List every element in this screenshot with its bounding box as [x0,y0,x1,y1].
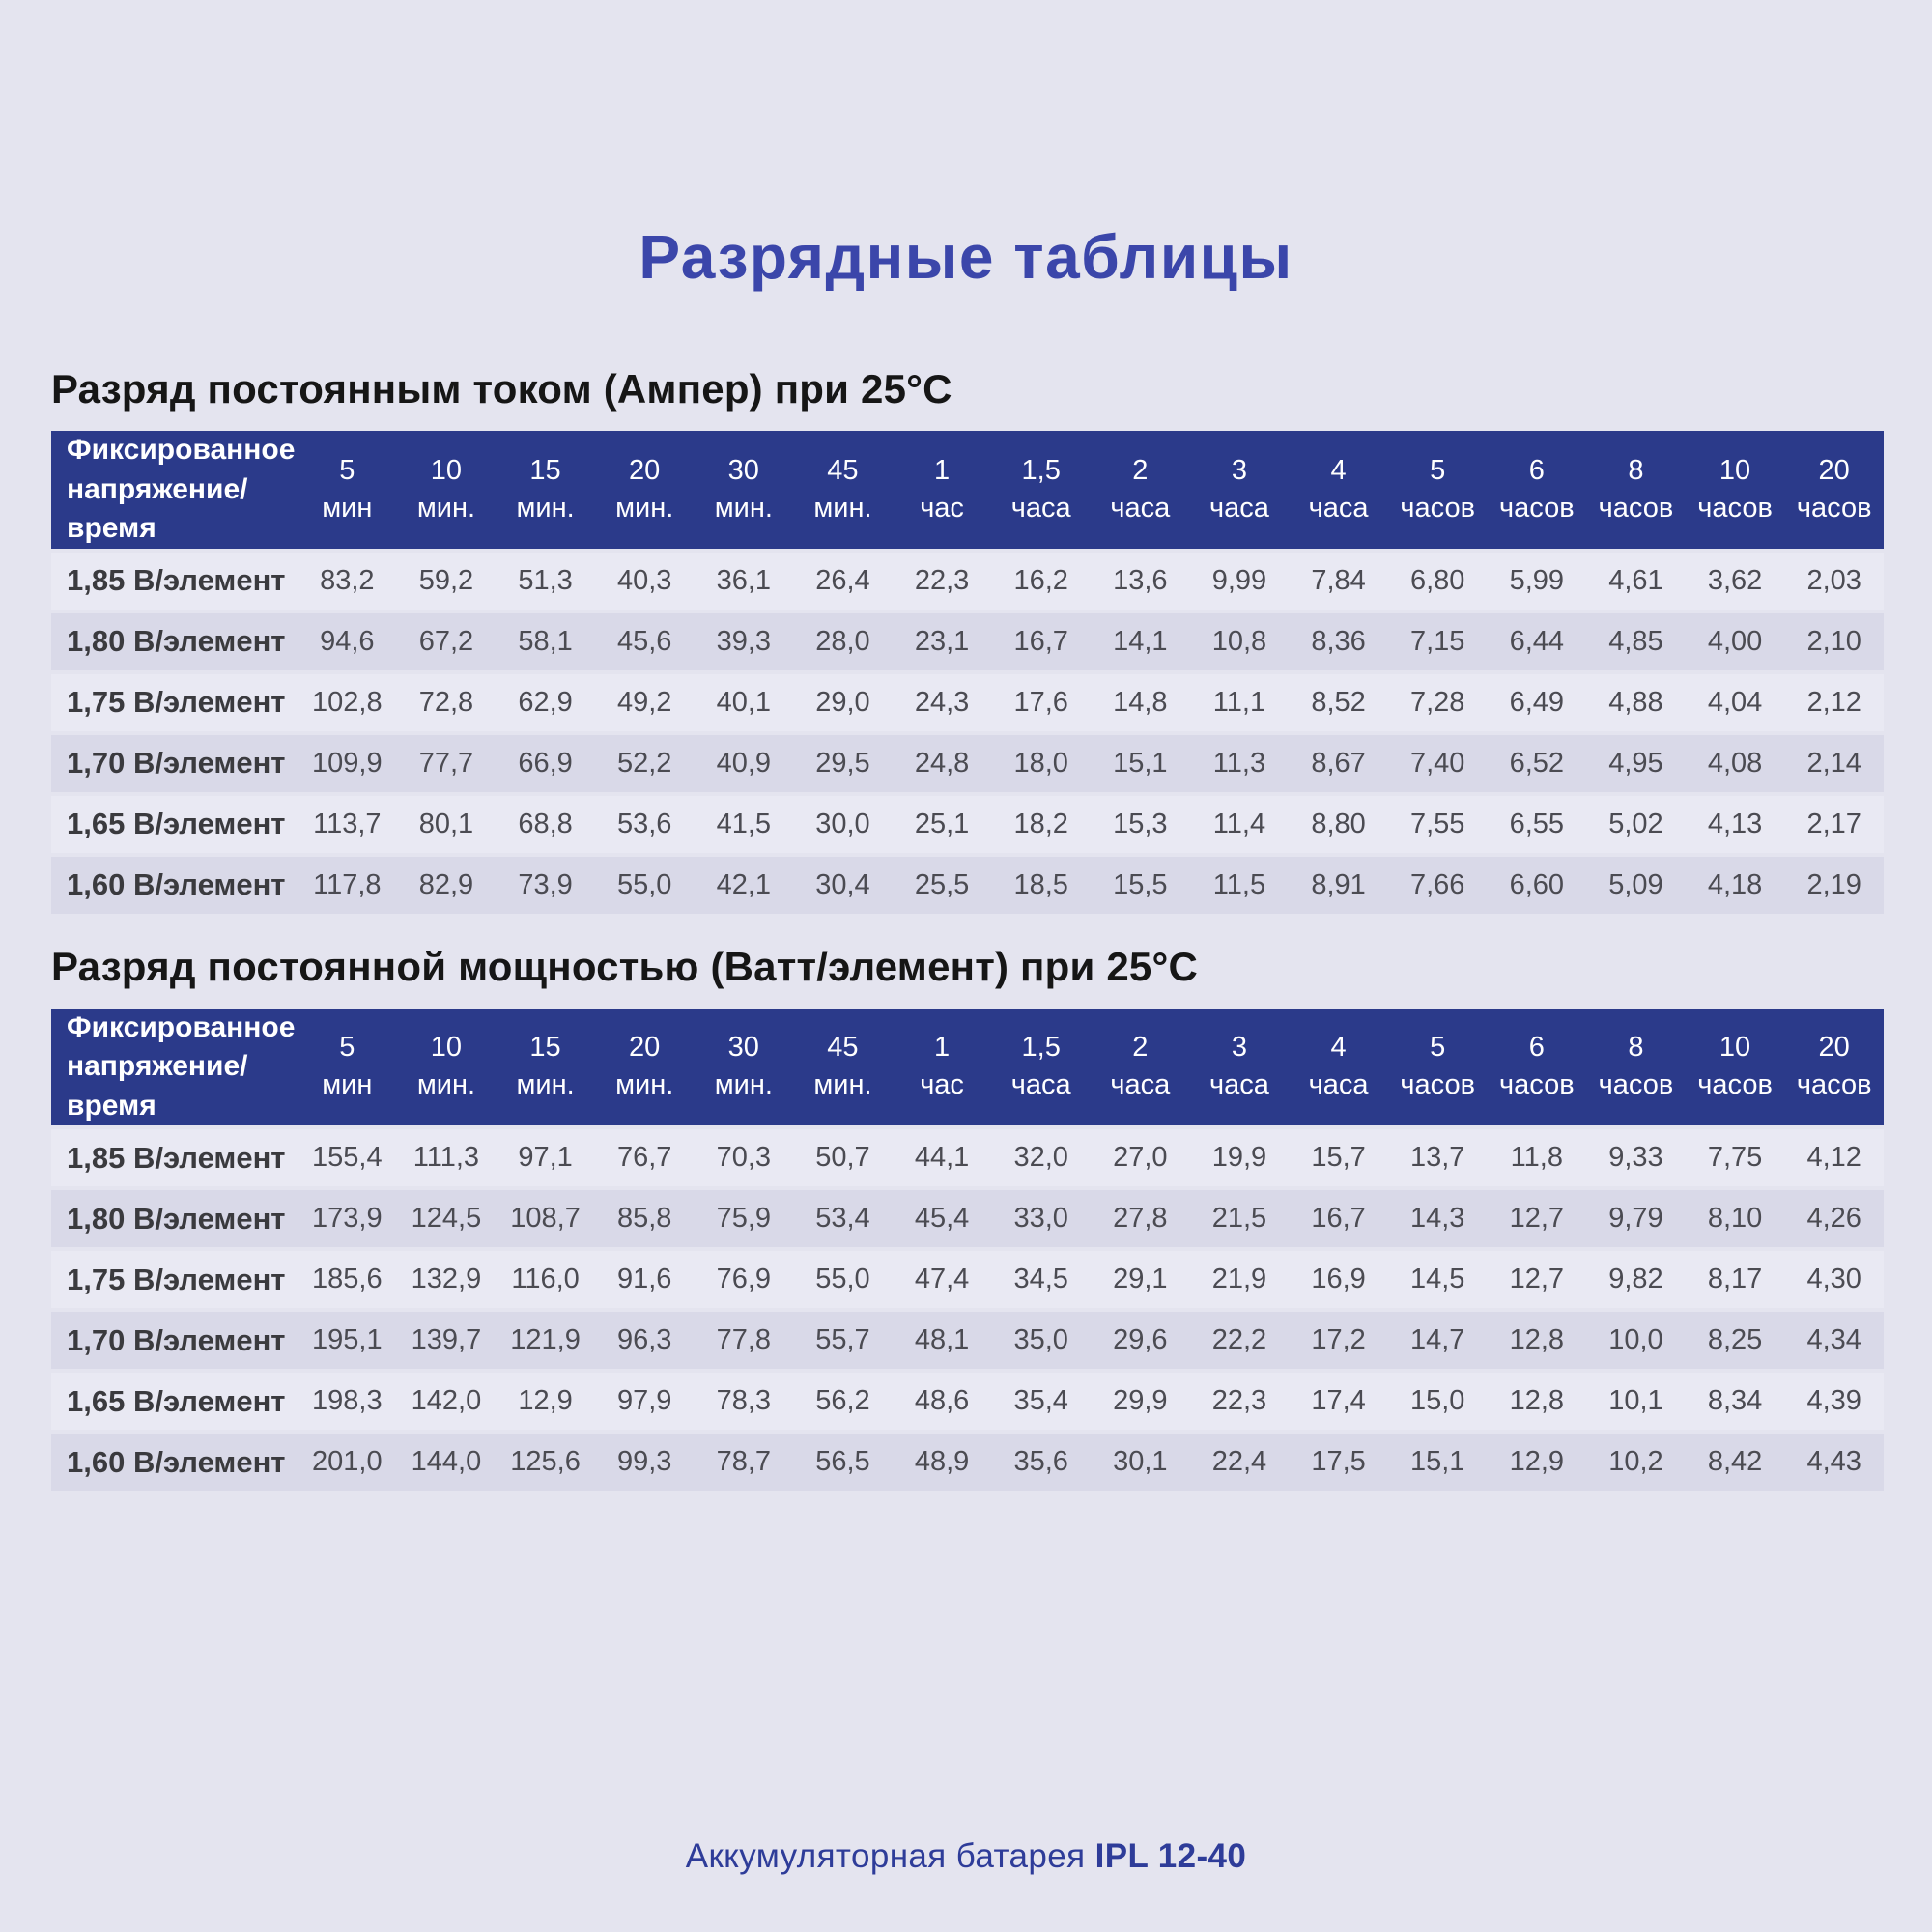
section-heading-constant-power: Разряд постоянной мощностью (Ватт/элемент) при 25°C [51,943,1198,989]
value-cell: 13,7 [1409,1142,1465,1173]
value-cell: 29,6 [1113,1324,1168,1355]
value-cell: 7,28 [1409,686,1465,718]
time-column-header: 3 часа [1190,1009,1290,1126]
value-cell: 24,8 [914,747,970,779]
value-cell: 16,2 [1013,564,1068,596]
value-cell: 2,03 [1806,564,1861,596]
time-column-header: 45 мин. [793,431,893,549]
value-cell: 5,09 [1608,868,1663,900]
value-cell: 39,3 [716,625,772,657]
time-column-header: 10 мин. [397,1009,497,1126]
value-cell: 4,18 [1707,868,1763,900]
value-cell: 30,1 [1113,1446,1168,1477]
value-cell: 16,7 [1013,625,1068,657]
time-column-header: 1,5 часа [991,431,1091,549]
value-cell: 11,4 [1212,808,1266,839]
value-cell: 45,4 [914,1203,970,1234]
value-cell: 40,3 [616,564,672,596]
table-body [51,553,1884,914]
value-cell: 9,99 [1211,564,1267,596]
value-cell: 25,5 [914,868,970,900]
time-column-header: 30 мин. [695,1009,794,1126]
value-cell: 72,8 [418,686,474,718]
value-cell: 14,5 [1409,1264,1465,1294]
time-column-header: 20 мин. [595,431,695,549]
value-cell: 6,60 [1509,868,1565,900]
section-constant-power [0,943,1932,1495]
value-cell: 13,6 [1113,564,1168,596]
value-cell: 73,9 [518,868,573,900]
time-column-header: 1,5 часа [991,1009,1091,1126]
value-cell: 14,3 [1409,1203,1465,1234]
value-cell: 15,1 [1409,1446,1465,1477]
voltage-row-label: 1,70 В/элемент [67,1322,286,1357]
value-cell: 48,6 [914,1385,970,1416]
value-cell: 7,55 [1409,808,1465,839]
value-cell: 66,9 [518,747,573,779]
value-cell: 55,0 [815,1264,870,1294]
value-cell: 8,91 [1311,868,1366,900]
value-cell: 6,80 [1409,564,1465,596]
constant-current-table [51,427,1884,918]
value-cell: 4,88 [1608,686,1663,718]
value-cell: 53,6 [616,808,672,839]
voltage-row-label: 1,75 В/элемент [67,1262,286,1296]
table-row [51,857,1884,914]
value-cell: 18,0 [1013,747,1068,779]
table-row [51,796,1884,853]
value-cell: 4,34 [1806,1324,1861,1355]
value-cell: 17,4 [1311,1385,1366,1416]
value-cell: 8,25 [1707,1324,1763,1355]
value-cell: 8,67 [1311,747,1366,779]
value-cell: 35,0 [1013,1324,1068,1355]
value-cell: 96,3 [616,1324,672,1355]
time-column-header: 20 часов [1784,1009,1884,1126]
value-cell: 2,14 [1806,747,1861,779]
value-cell: 40,9 [716,747,772,779]
value-cell: 14,7 [1409,1324,1465,1355]
value-cell: 113,7 [313,808,382,839]
value-cell: 97,1 [518,1142,573,1173]
value-cell: 77,8 [716,1324,772,1355]
value-cell: 27,0 [1113,1142,1168,1173]
page-title: Разрядные таблицы [639,222,1293,292]
value-cell: 22,3 [1211,1385,1267,1416]
value-cell: 12,7 [1509,1264,1565,1294]
value-cell: 44,1 [914,1142,970,1173]
value-cell: 5,02 [1608,808,1663,839]
fixed-voltage-time-header: Фиксированное напряжение/время [51,1009,298,1126]
value-cell: 27,8 [1113,1203,1168,1234]
value-cell: 8,52 [1311,686,1366,718]
value-cell: 4,04 [1707,686,1763,718]
table-header-row [51,1009,1884,1126]
value-cell: 4,13 [1707,808,1763,839]
section-constant-current [0,366,1932,918]
value-cell: 11,1 [1212,686,1266,718]
value-cell: 195,1 [312,1324,383,1355]
value-cell: 76,9 [716,1264,772,1294]
value-cell: 144,0 [411,1446,482,1477]
table-row [51,553,1884,610]
value-cell: 29,5 [815,747,870,779]
value-cell: 97,9 [616,1385,672,1416]
table-row [51,1434,1884,1491]
value-cell: 23,1 [914,625,970,657]
value-cell: 21,5 [1211,1203,1267,1234]
value-cell: 17,5 [1311,1446,1366,1477]
time-column-header: 4 часа [1289,1009,1388,1126]
value-cell: 7,84 [1311,564,1366,596]
value-cell: 117,8 [313,868,382,900]
value-cell: 42,1 [716,868,772,900]
value-cell: 132,9 [411,1264,482,1294]
time-column-header: 1 час [893,1009,992,1126]
time-column-header: 2 часа [1091,431,1190,549]
value-cell: 109,9 [312,747,383,779]
value-cell: 3,62 [1707,564,1763,596]
value-cell: 16,9 [1311,1264,1366,1294]
value-cell: 40,1 [716,686,772,718]
value-cell: 121,9 [510,1324,581,1355]
table-row [51,1251,1884,1308]
value-cell: 116,0 [511,1264,580,1294]
value-cell: 76,7 [616,1142,672,1173]
time-column-header: 6 часов [1488,1009,1587,1126]
time-column-header: 5 часов [1388,1009,1488,1126]
value-cell: 45,6 [616,625,672,657]
value-cell: 19,9 [1211,1142,1267,1173]
value-cell: 34,5 [1013,1264,1068,1294]
section-heading-constant-current: Разряд постоянным током (Ампер) при 25°C [51,366,952,412]
value-cell: 30,4 [815,868,870,900]
value-cell: 15,3 [1113,808,1168,839]
value-cell: 91,6 [616,1264,672,1294]
value-cell: 12,8 [1509,1324,1565,1355]
value-cell: 75,9 [716,1203,772,1234]
value-cell: 53,4 [815,1203,870,1234]
value-cell: 8,42 [1707,1446,1763,1477]
footer-battery-model: IPL 12-40 [1094,1837,1247,1875]
value-cell: 80,1 [418,808,474,839]
value-cell: 7,15 [1409,625,1465,657]
value-cell: 10,2 [1608,1446,1663,1477]
value-cell: 6,44 [1509,625,1565,657]
value-cell: 102,8 [312,686,383,718]
value-cell: 10,0 [1608,1324,1663,1355]
value-cell: 56,2 [815,1385,870,1416]
value-cell: 78,7 [716,1446,772,1477]
value-cell: 28,0 [815,625,870,657]
time-column-header: 8 часов [1586,1009,1686,1126]
value-cell: 18,2 [1013,808,1068,839]
value-cell: 35,6 [1013,1446,1068,1477]
voltage-row-label: 1,60 В/элемент [67,867,286,901]
value-cell: 22,3 [914,564,970,596]
value-cell: 29,9 [1113,1385,1168,1416]
footer-battery-label: Аккумуляторная батарея [685,1837,1086,1875]
value-cell: 11,5 [1212,868,1266,900]
value-cell: 7,66 [1409,868,1465,900]
value-cell: 58,1 [518,625,573,657]
value-cell: 35,4 [1013,1385,1068,1416]
value-cell: 4,85 [1608,625,1663,657]
value-cell: 77,7 [418,747,474,779]
value-cell: 55,0 [616,868,672,900]
value-cell: 48,1 [914,1324,970,1355]
voltage-row-label: 1,85 В/элемент [67,1140,286,1175]
time-column-header: 20 мин. [595,1009,695,1126]
fixed-voltage-time-header: Фиксированное напряжение/время [51,431,298,549]
time-column-header: 5 мин [298,1009,397,1126]
value-cell: 4,00 [1707,625,1763,657]
value-cell: 15,5 [1113,868,1168,900]
value-cell: 82,9 [418,868,474,900]
voltage-row-label: 1,85 В/элемент [67,563,286,597]
value-cell: 59,2 [418,564,474,596]
value-cell: 15,1 [1113,747,1168,779]
voltage-row-label: 1,65 В/элемент [67,807,286,840]
time-column-header: 2 часа [1091,1009,1190,1126]
value-cell: 29,1 [1113,1264,1168,1294]
value-cell: 4,43 [1806,1446,1861,1477]
value-cell: 50,7 [815,1142,870,1173]
value-cell: 8,10 [1707,1203,1763,1234]
value-cell: 11,8 [1510,1142,1563,1173]
value-cell: 6,52 [1509,747,1565,779]
value-cell: 12,8 [1509,1385,1565,1416]
time-column-header: 30 мин. [695,431,794,549]
table-header-row [51,431,1884,549]
value-cell: 4,26 [1806,1203,1861,1234]
value-cell: 111,3 [412,1142,480,1173]
value-cell: 67,2 [418,625,474,657]
value-cell: 5,99 [1509,564,1565,596]
time-column-header: 4 часа [1289,431,1388,549]
value-cell: 33,0 [1013,1203,1068,1234]
value-cell: 2,19 [1806,868,1861,900]
value-cell: 41,5 [716,808,772,839]
table-row [51,1190,1884,1247]
value-cell: 14,1 [1113,625,1168,657]
time-column-header: 45 мин. [793,1009,893,1126]
table-row [51,1312,1884,1369]
value-cell: 2,12 [1806,686,1861,718]
value-cell: 10,1 [1608,1385,1663,1416]
value-cell: 9,79 [1608,1203,1663,1234]
value-cell: 8,17 [1707,1264,1763,1294]
value-cell: 94,6 [320,625,375,657]
value-cell: 36,1 [716,564,772,596]
value-cell: 15,7 [1311,1142,1366,1173]
value-cell: 70,3 [716,1142,772,1173]
time-column-header: 5 мин [298,431,397,549]
time-column-header: 8 часов [1586,431,1686,549]
value-cell: 99,3 [616,1446,672,1477]
table-row [51,613,1884,670]
voltage-row-label: 1,80 В/элемент [67,1201,286,1236]
value-cell: 68,8 [518,808,573,839]
value-cell: 10,8 [1211,625,1267,657]
value-cell: 78,3 [716,1385,772,1416]
time-column-header: 15 мин. [496,1009,595,1126]
value-cell: 9,82 [1608,1264,1663,1294]
time-column-header: 20 часов [1784,431,1884,549]
value-cell: 48,9 [914,1446,970,1477]
time-column-header: 1 час [893,431,992,549]
value-cell: 26,4 [815,564,870,596]
page-footer [0,1837,1932,1876]
time-column-header: 3 часа [1190,431,1290,549]
value-cell: 62,9 [518,686,573,718]
value-cell: 85,8 [616,1203,672,1234]
value-cell: 32,0 [1013,1142,1068,1173]
value-cell: 185,6 [312,1264,383,1294]
value-cell: 11,3 [1212,747,1266,779]
value-cell: 201,0 [312,1446,383,1477]
value-cell: 30,0 [815,808,870,839]
table-row [51,1129,1884,1186]
value-cell: 2,10 [1806,625,1861,657]
value-cell: 7,75 [1707,1142,1763,1173]
value-cell: 9,33 [1608,1142,1663,1173]
value-cell: 124,5 [411,1203,482,1234]
voltage-row-label: 1,65 В/элемент [67,1383,286,1418]
value-cell: 24,3 [914,686,970,718]
constant-power-table [51,1005,1884,1495]
value-cell: 83,2 [320,564,375,596]
voltage-row-label: 1,70 В/элемент [67,746,286,780]
value-cell: 49,2 [616,686,672,718]
value-cell: 18,5 [1013,868,1068,900]
value-cell: 17,6 [1013,686,1068,718]
time-column-header: 15 мин. [496,431,595,549]
value-cell: 6,49 [1509,686,1565,718]
value-cell: 52,2 [616,747,672,779]
value-cell: 55,7 [815,1324,870,1355]
value-cell: 22,2 [1211,1324,1267,1355]
value-cell: 15,0 [1409,1385,1465,1416]
time-column-header: 10 часов [1686,1009,1785,1126]
value-cell: 6,55 [1509,808,1565,839]
value-cell: 173,9 [312,1203,383,1234]
value-cell: 29,0 [815,686,870,718]
value-cell: 8,36 [1311,625,1366,657]
value-cell: 47,4 [914,1264,970,1294]
value-cell: 125,6 [510,1446,581,1477]
value-cell: 2,17 [1806,808,1861,839]
table-body [51,1129,1884,1491]
value-cell: 12,9 [518,1385,573,1416]
voltage-row-label: 1,80 В/элемент [67,624,286,658]
value-cell: 155,4 [312,1142,383,1173]
value-cell: 108,7 [510,1203,581,1234]
value-cell: 4,39 [1806,1385,1861,1416]
table-row [51,674,1884,731]
value-cell: 17,2 [1311,1324,1366,1355]
value-cell: 12,7 [1509,1203,1565,1234]
voltage-row-label: 1,75 В/элемент [67,685,286,719]
value-cell: 22,4 [1211,1446,1267,1477]
value-cell: 8,80 [1311,808,1366,839]
value-cell: 25,1 [914,808,970,839]
value-cell: 139,7 [411,1324,482,1355]
value-cell: 16,7 [1311,1203,1366,1234]
value-cell: 4,12 [1806,1142,1861,1173]
value-cell: 198,3 [312,1385,383,1416]
value-cell: 14,8 [1113,686,1168,718]
value-cell: 4,61 [1608,564,1663,596]
value-cell: 8,34 [1707,1385,1763,1416]
time-column-header: 10 часов [1686,431,1785,549]
value-cell: 142,0 [411,1385,482,1416]
voltage-row-label: 1,60 В/элемент [67,1444,286,1479]
value-cell: 12,9 [1509,1446,1565,1477]
value-cell: 56,5 [815,1446,870,1477]
time-column-header: 10 мин. [397,431,497,549]
value-cell: 7,40 [1409,747,1465,779]
time-column-header: 6 часов [1488,431,1587,549]
value-cell: 4,08 [1707,747,1763,779]
value-cell: 4,95 [1608,747,1663,779]
value-cell: 51,3 [518,564,573,596]
table-row [51,1373,1884,1430]
value-cell: 21,9 [1211,1264,1267,1294]
time-column-header: 5 часов [1388,431,1488,549]
value-cell: 4,30 [1806,1264,1861,1294]
table-row [51,735,1884,792]
